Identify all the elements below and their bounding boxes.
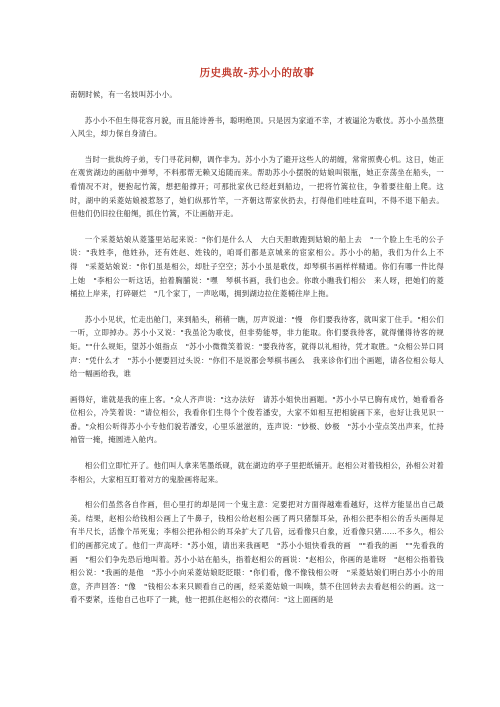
page-title: 历史典故-苏小小的故事 [199,67,315,79]
paragraph: 相公们立即忙开了。他们叫人拿来笔墨纸砚，就在湖边的亭子里把纸铺开。赵相公对着钱相公，孙相公对着李相公，大家相互盯着对方的鬼脸画将起来。 [70,461,444,484]
paragraph: 一个采菱姑娘从菱篷里站起来说："你们是什么人 大白天胆敢跑到姑娘的船上去 "一个脸上生毛的公子说："我姓李，他姓孙，还有姓赵、姓钱的，咱哥们都是京城来的宦家相公。苏小小的船，我们为什么上不得 "采菱姑娘说："你们虽是相公，却肚子空空；苏小小虽是歌伎，却琴棋书画样样精通。你们有哪一件比得上她 "李相公一听这话，拍着胸脯说："嘿 琴棋书画，我们也会。你敢小瞧我们相公 来人呀，把她们的菱桶拉上岸来，打碎砸烂 "几个家丁，一声吆喝，拥到湖边拉住菱桶往岸上拖。 [70,234,444,299]
paragraph: 苏小小不但生得花容月貌，而且能诗善书，聪明绝顶。只是因为家道不幸，才被逼沦为歌伎。苏小小虽然堕入风尘，却力保自身清白。 [70,115,444,139]
paragraph: 苏小小见状，忙走出舱门，来到船头，稍稍一瞧，厉声说道："慢 你们要我待客，就叫家丁住手。"相公们一听，立即掉办。苏小小又说："我虽沦为歌伎，但非势能辱，非力能取。你们要我待客，就得懂得待客的规矩。""什么规矩，望苏小姐指点 "苏小小微微笑着说："要我待客，就得以礼相待，凭才取胜。"众相公异口同声："凭什么才 "苏小小便要回过头说："你们不是说都会琴棋书画么 我来诊你们出个画题，请各位相公每人给一幅画给我，谁 [70,314,444,379]
paragraph: 画得好，谁就是我的座上客。"众人齐声说："这办法好 请苏小姐快出画题。"苏小小早已胸有成竹，她看看各位相公，冷笑着说："请位相公，我看你们生得个个俊若潘安，大家不如相互把相貌画下来，也好让我见识一番。"众相公听得苏小小专他们貌若潘安，心里乐滋滋的，连声说："妙极、妙极 "苏小小莹点笑出声来，忙持袖管一掩，掩圆进入舱内。 [70,394,444,445]
paragraph: 相公们虽然各自作画，但心里打的却是同一个鬼主意：定要把对方面得越难看越好，这样方能显出自己最美。结果，赵相公给钱相公画上了牛鼻子，钱相公给赵相公画了两只猪鬃耳朵，孙相公把李相公的舌头画得足有半尺长，活像个吊死鬼；李相公把孙相公的耳朵扩大了几倍，远看像只白象，近看像只猪……不多久，相公们的画都完成了。他们一声高呼："苏小姐，请出来我画吧 "苏小小姐快看我的画 ""看我的画 ""先看我的画 "相公们争先恐后地叫着。苏小小站在船头，指着赵相公的画说："赵相公，你画的是谁呀 "赵相公指着钱相公说："我画的是他 "苏小小向采菱姑娘眨眨眼："你们看，像不像钱相公呀 "采菱姑娘们明白苏小小的用意，齐声回答："像 "钱相公本来只顾看自己的画，经采菱姑娘一叫唤，禁不住回转去去看赵相公的画。这一看不要紧，连他自己也吓了一跳，他一把抓住赵相公的衣襟问："这上面画的是 [70,500,444,605]
paragraph: 当时一批纨绔子弟，专门寻花问柳，调作非为。苏小小为了避开这些人的胡缠，常常照费心机。这日，她正在观赏湖边的画舫中弹琴，不料那帮无赖又追随而来。帮助苏小小摆脱的姑娘叫银瓶，她正奈荡坐在船头，一看情况不对，便抱起竹篙，想把船撑开；可那批家伙已经赶到船边，一把将竹篙拉住，争着要往船上爬。这时，湖中的采菱姑娘被惹怒了，她们纵那竹竿，一齐朝这帮家伙扔去，打得他们哇哇直叫，不得不退下船去。但他们仍旧拉住船绳，抓住竹篙，不让画舫开走。 [70,154,444,219]
paragraph: 南朝时候，有一名妓叫苏小小。 [70,90,177,99]
